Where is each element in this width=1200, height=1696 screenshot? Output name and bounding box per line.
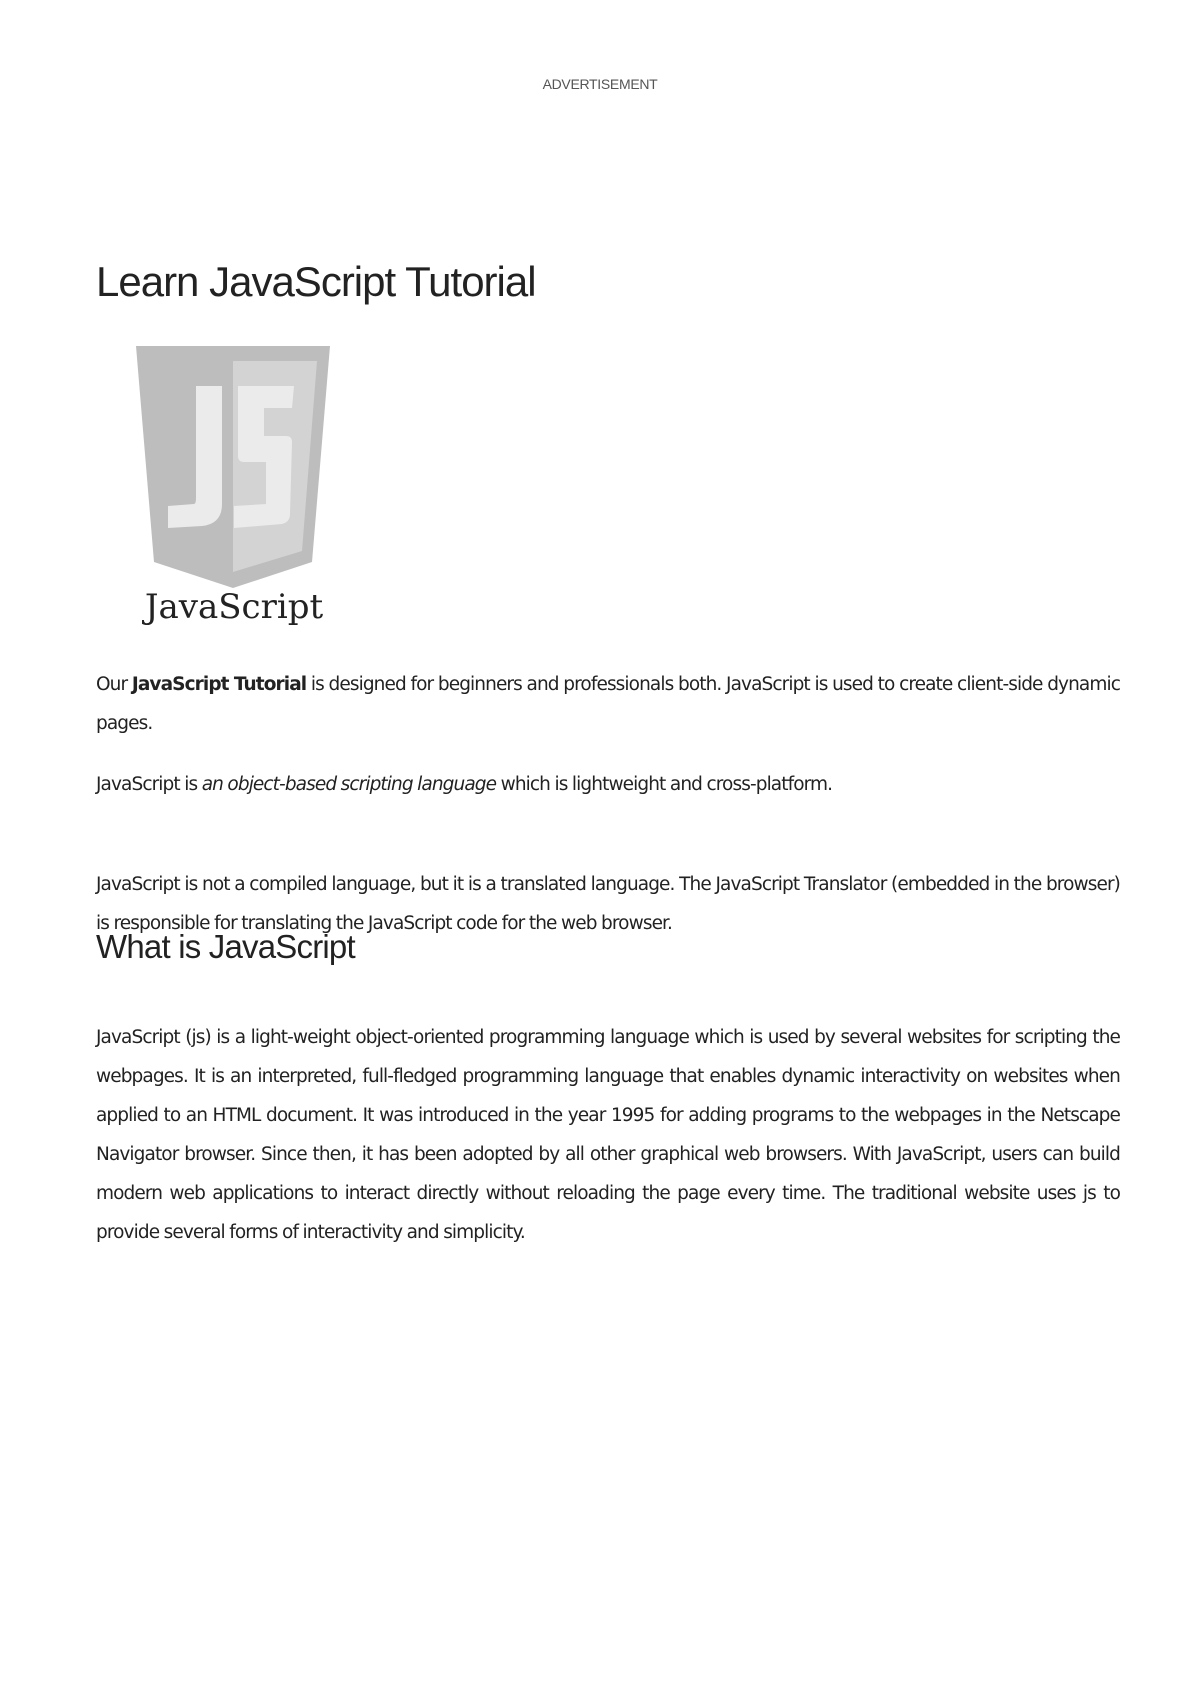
intro-paragraph-3: JavaScript is not a compiled language, but it is a translated language. The JavaScript Translator (embedded in the browser) is responsible for translating the JavaScript code for the web browser. <box>96 874 1120 934</box>
javascript-logo <box>134 346 374 626</box>
letter-s <box>234 386 294 528</box>
intro-paragraph-1 <box>96 665 1120 743</box>
page-title: Learn JavaScript Tutorial <box>96 258 536 305</box>
intro-p1-bold: JavaScript Tutorial <box>131 674 307 695</box>
intro-paragraph-2 <box>96 765 1120 804</box>
section-title: What is JavaScript <box>96 928 355 965</box>
intro-p1-suffix: is designed for beginners and professionals both. JavaScript is used to create client-side dynamic pages. <box>96 674 1120 734</box>
intro-p1-prefix: Our <box>96 674 132 695</box>
intro-p2-prefix: JavaScript is <box>96 774 202 795</box>
section-paragraph: JavaScript (js) is a light-weight object-oriented programming language which is used by several websites for scripting the webpages. It is an interpreted, full-fledged programming language that enables dynamic interactivity on websites when applied to an HTML document. It was introduced in the year 1995 for adding programs to the webpages in the Netscape Navigator browser. Since then, it has been adopted by all other graphical web browsers. With JavaScript, users can build modern web applications to interact directly without reloading the page every time. The traditional website uses js to provide several forms of interactivity and simplicity. <box>96 1027 1120 1243</box>
javascript-shield-icon <box>134 346 374 626</box>
advertisement-label: ADVERTISEMENT <box>542 76 658 92</box>
intro-p2-italic: an object-based scripting language <box>201 774 497 795</box>
logo-caption: JavaScript <box>144 587 324 626</box>
intro-p2-suffix: which is lightweight and cross-platform. <box>496 774 833 795</box>
